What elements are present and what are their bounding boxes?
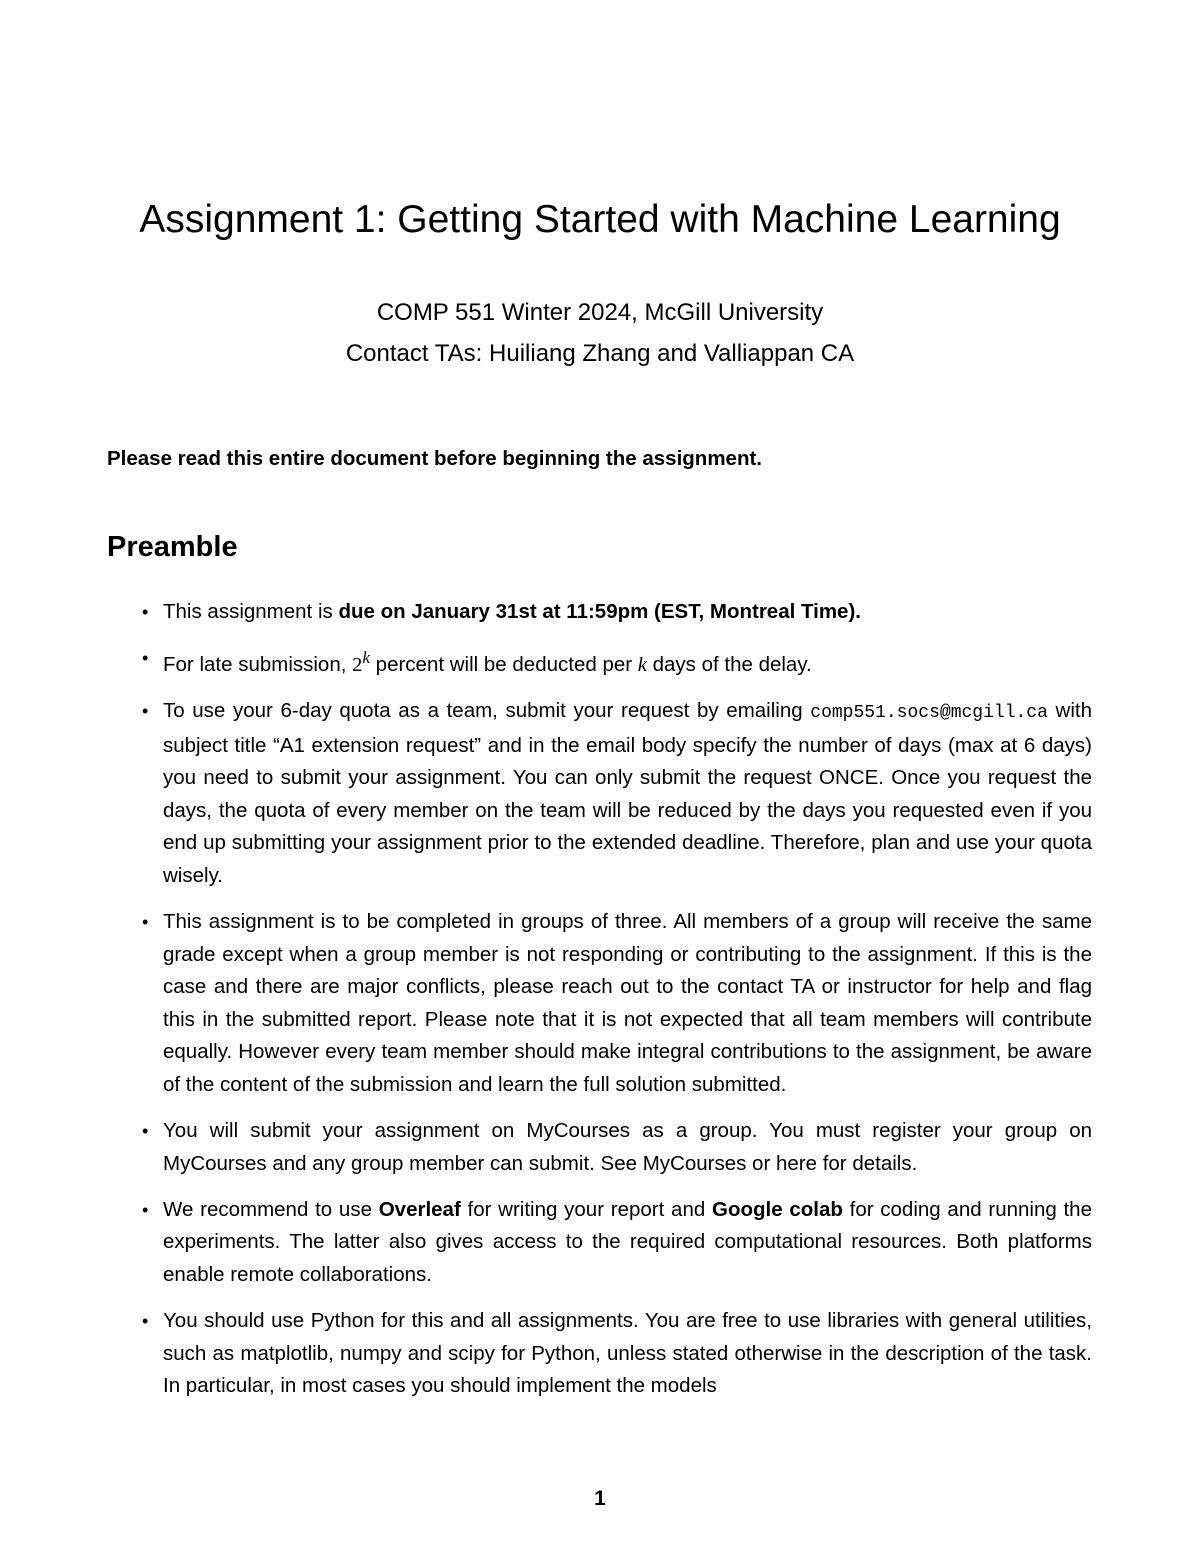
list-item-tools: • We recommend to use Overleaf for writing your report and Google colab for coding and running the experiments. The latter also gives access to the required computational resources. Both platforms enable remote collaborations.: [107, 1194, 1092, 1292]
math-variable: k: [637, 653, 647, 676]
email-link[interactable]: comp551.socs@mcgill.ca: [810, 703, 1048, 724]
bullet-icon: •: [142, 1199, 149, 1220]
list-item-due-date: • This assignment is due on January 31st at 11:59pm (EST, Montreal Time).: [107, 596, 1092, 629]
overleaf-text: Overleaf: [378, 1197, 461, 1221]
document-title: Assignment 1: Getting Started with Machine Learning: [139, 198, 1061, 241]
contact-line: Contact TAs: Huiliang Zhang and Valliappan CA: [345, 340, 855, 367]
bullet-icon: •: [142, 602, 149, 622]
bullet-icon: •: [142, 648, 149, 669]
list-item-late-policy: • For late submission, 2$^k$ percent will be deducted per k days of the delay.: [107, 642, 1092, 681]
bullet-icon: •: [142, 701, 149, 722]
preamble-list: [107, 596, 1092, 1416]
section-heading-preamble: Preamble: [107, 531, 238, 563]
page-number: 1: [594, 1487, 606, 1510]
bullet-icon: •: [142, 912, 149, 933]
bullet-icon: •: [142, 1121, 149, 1142]
google-colab-text: Google colab: [712, 1197, 843, 1221]
bullet-icon: •: [142, 1311, 149, 1332]
math-exponent: k: [362, 648, 370, 668]
read-notice: Please read this entire document before beginning the assignment.: [107, 447, 762, 470]
due-date-text: due on January 31st at 11:59pm (EST, Montreal Time).: [338, 600, 861, 623]
course-line: COMP 551 Winter 2024, McGill University: [376, 299, 824, 326]
list-item-submission: • You will submit your assignment on MyCourses as a group. You must register your group on MyCourses and any group member can submit. See MyCourses or here for details.: [107, 1115, 1092, 1180]
list-item-python: • You should use Python for this and all assignments. You are free to use libraries with general utilities, such as matplotlib, numpy and scipy for Python, unless stated otherwise in the description of the task. In particular, in most cases you should implement the models: [107, 1305, 1092, 1403]
math-base: 2: [352, 653, 363, 676]
list-item-groups: • This assignment is to be completed in groups of three. All members of a group will receive the same grade except when a group member is not responding or contributing to the assignment. If this is the case and there are major conflicts, please reach out to the contact TA or instructor for help and flag this in the submitted report. Please note that it is not expected that all team members will contribute equally. However every team member should make integral contributions to the assignment, be aware of the content of the submission and learn the full solution submitted.: [107, 906, 1092, 1102]
list-item-extension-request: • To use your 6-day quota as a team, submit your request by emailing comp551.socs@mcgill.ca with subject title “A1 extension request” and in the email body specify the number of days (max at 6 days) you need to submit your assignment. You can only submit the request ONCE. Once you request the days, the quota of every member on the team will be reduced by the days you requested even if you end up submitting your assignment prior to the extended deadline. Therefore, plan and use your quota wisely.: [107, 695, 1092, 893]
